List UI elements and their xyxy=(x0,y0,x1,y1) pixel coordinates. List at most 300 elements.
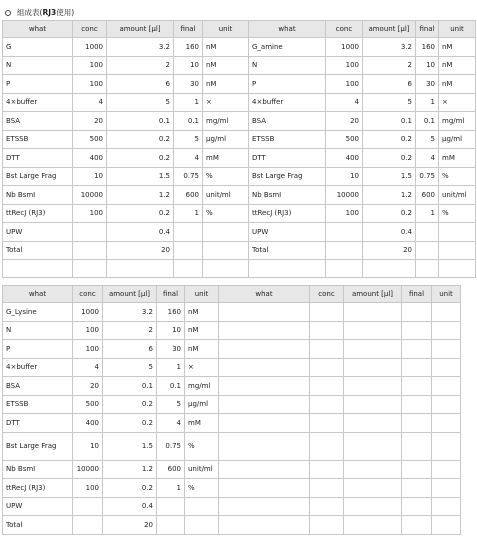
cell-unit: unit/ml xyxy=(203,186,249,205)
cell-what: Nb BsmI xyxy=(3,186,73,205)
cell-conc: 500 xyxy=(73,395,103,414)
empty-cell xyxy=(3,260,73,278)
cell-final: 0.75 xyxy=(416,167,439,186)
empty-cell xyxy=(219,479,310,498)
table-row xyxy=(3,377,461,396)
cell-unit xyxy=(439,223,476,242)
empty-cell xyxy=(432,340,461,359)
cell-amount: 0.4 xyxy=(363,223,416,242)
cell-unit: nM xyxy=(185,303,219,322)
cell-what: UPW xyxy=(3,497,73,516)
cell-what: BSA xyxy=(3,112,73,131)
cell-what: N xyxy=(3,56,73,75)
cell-amount: 0.2 xyxy=(363,204,416,223)
cell-final: 5 xyxy=(157,395,185,414)
cell-final: 10 xyxy=(157,321,185,340)
cell-conc: 500 xyxy=(73,130,107,149)
cell-final xyxy=(416,241,439,260)
table-row xyxy=(3,75,476,94)
empty-cell xyxy=(344,516,402,535)
empty-cell xyxy=(344,432,402,460)
header-row xyxy=(3,286,461,303)
cell-conc xyxy=(73,497,103,516)
table-row xyxy=(3,56,476,75)
cell-conc: 10000 xyxy=(73,186,107,205)
cell-conc: 10000 xyxy=(326,186,363,205)
header-what-4: what xyxy=(219,286,310,303)
empty-cell xyxy=(107,260,174,278)
cell-unit: nM xyxy=(203,56,249,75)
empty-cell xyxy=(219,321,310,340)
cell-unit: nM xyxy=(439,56,476,75)
empty-cell xyxy=(310,395,344,414)
cell-unit: nM xyxy=(185,321,219,340)
cell-amount: 2 xyxy=(363,56,416,75)
empty-cell xyxy=(432,432,461,460)
empty-cell xyxy=(402,432,432,460)
cell-final: 1 xyxy=(416,204,439,223)
cell-conc xyxy=(326,241,363,260)
composition-table-top xyxy=(2,20,476,278)
cell-amount: 6 xyxy=(103,340,157,359)
cell-what: G_Lysine xyxy=(3,303,73,322)
cell-final xyxy=(174,241,203,260)
empty-cell xyxy=(344,497,402,516)
empty-cell xyxy=(310,377,344,396)
table-row xyxy=(3,149,476,168)
empty-cell xyxy=(219,516,310,535)
cell-what: DTT xyxy=(249,149,326,168)
cell-amount: 0.4 xyxy=(107,223,174,242)
table-row xyxy=(3,186,476,205)
cell-what: Total xyxy=(3,516,73,535)
cell-final xyxy=(157,497,185,516)
cell-what: P xyxy=(3,340,73,359)
cell-what: ttRecJ (RJ3) xyxy=(3,479,73,498)
cell-amount: 20 xyxy=(107,241,174,260)
cell-final: 1 xyxy=(416,93,439,112)
cell-amount: 5 xyxy=(363,93,416,112)
empty-cell xyxy=(432,460,461,479)
cell-conc: 1000 xyxy=(73,303,103,322)
cell-unit: mg/ml xyxy=(439,112,476,131)
header-final-1: final xyxy=(174,21,203,38)
cell-what: 4×buffer xyxy=(249,93,326,112)
empty-cell xyxy=(402,414,432,433)
cell-amount: 0.2 xyxy=(107,204,174,223)
cell-final: 0.1 xyxy=(174,112,203,131)
cell-what: N xyxy=(3,321,73,340)
cell-conc: 100 xyxy=(326,75,363,94)
cell-conc: 20 xyxy=(73,112,107,131)
cell-final: 30 xyxy=(174,75,203,94)
cell-amount: 0.2 xyxy=(107,149,174,168)
empty-cell xyxy=(310,340,344,359)
cell-amount: 1.5 xyxy=(103,432,157,460)
cell-amount: 1.2 xyxy=(107,186,174,205)
bullet-icon xyxy=(5,10,11,16)
cell-conc: 100 xyxy=(326,56,363,75)
header-final-3: final xyxy=(157,286,185,303)
cell-conc: 1000 xyxy=(326,38,363,57)
cell-unit: × xyxy=(439,93,476,112)
cell-unit: nM xyxy=(203,75,249,94)
cell-amount: 1.5 xyxy=(107,167,174,186)
cell-final: 600 xyxy=(416,186,439,205)
cell-what: BSA xyxy=(249,112,326,131)
empty-cell xyxy=(416,260,439,278)
empty-cell xyxy=(344,321,402,340)
empty-cell xyxy=(432,414,461,433)
empty-cell xyxy=(310,432,344,460)
cell-conc: 10000 xyxy=(73,460,103,479)
cell-conc xyxy=(326,223,363,242)
cell-what: Total xyxy=(3,241,73,260)
empty-cell xyxy=(402,321,432,340)
empty-cell xyxy=(310,516,344,535)
cell-what: P xyxy=(3,75,73,94)
empty-cell xyxy=(402,395,432,414)
cell-final: 160 xyxy=(157,303,185,322)
header-unit-4: unit xyxy=(432,286,461,303)
empty-cell xyxy=(310,414,344,433)
cell-amount: 3.2 xyxy=(107,38,174,57)
table-row xyxy=(3,303,461,322)
table-row xyxy=(3,93,476,112)
cell-final: 10 xyxy=(416,56,439,75)
cell-conc xyxy=(73,223,107,242)
cell-conc: 100 xyxy=(326,204,363,223)
empty-cell xyxy=(219,460,310,479)
empty-cell xyxy=(344,340,402,359)
header-what-1: what xyxy=(3,21,73,38)
cell-what: ttRecJ (RJ3) xyxy=(3,204,73,223)
cell-what: ETSSB xyxy=(3,130,73,149)
empty-cell xyxy=(402,303,432,322)
cell-unit: nM xyxy=(203,38,249,57)
cell-unit: unit/ml xyxy=(439,186,476,205)
table-row xyxy=(3,112,476,131)
table-row xyxy=(3,241,476,260)
cell-amount: 0.2 xyxy=(103,395,157,414)
cell-final: 1 xyxy=(157,479,185,498)
cell-final: 1 xyxy=(174,93,203,112)
empty-cell xyxy=(363,260,416,278)
cell-amount: 0.2 xyxy=(107,130,174,149)
empty-cell xyxy=(402,479,432,498)
cell-amount: 2 xyxy=(103,321,157,340)
empty-cell xyxy=(344,479,402,498)
empty-cell xyxy=(310,497,344,516)
cell-final: 600 xyxy=(157,460,185,479)
empty-cell xyxy=(402,358,432,377)
empty-cell xyxy=(432,303,461,322)
cell-amount: 2 xyxy=(107,56,174,75)
cell-conc: 500 xyxy=(326,130,363,149)
empty-cell xyxy=(432,358,461,377)
header-row xyxy=(3,21,476,38)
empty-cell xyxy=(344,303,402,322)
cell-conc: 20 xyxy=(326,112,363,131)
header-amount-3: amount [µl] xyxy=(103,286,157,303)
cell-amount: 0.4 xyxy=(103,497,157,516)
cell-conc: 10 xyxy=(73,432,103,460)
cell-what: ttRecJ (RJ3) xyxy=(249,204,326,223)
cell-unit xyxy=(185,497,219,516)
cell-unit: nM xyxy=(439,38,476,57)
empty-cell xyxy=(310,358,344,377)
empty-cell xyxy=(203,260,249,278)
cell-amount: 0.1 xyxy=(103,377,157,396)
header-conc-2: conc xyxy=(326,21,363,38)
cell-what: DTT xyxy=(3,414,73,433)
cell-final: 30 xyxy=(416,75,439,94)
empty-cell xyxy=(219,414,310,433)
table-row xyxy=(3,395,461,414)
cell-amount: 0.2 xyxy=(103,479,157,498)
cell-amount: 20 xyxy=(363,241,416,260)
cell-unit: µg/ml xyxy=(439,130,476,149)
cell-amount: 1.2 xyxy=(363,186,416,205)
cell-conc: 100 xyxy=(73,56,107,75)
table-row xyxy=(3,321,461,340)
empty-cell xyxy=(310,479,344,498)
empty-cell xyxy=(219,432,310,460)
cell-unit: mg/ml xyxy=(185,377,219,396)
cell-unit: unit/ml xyxy=(185,460,219,479)
cell-amount: 0.1 xyxy=(363,112,416,131)
cell-final: 10 xyxy=(174,56,203,75)
cell-unit: µg/ml xyxy=(185,395,219,414)
cell-conc: 20 xyxy=(73,377,103,396)
cell-final: 0.75 xyxy=(174,167,203,186)
cell-amount: 3.2 xyxy=(363,38,416,57)
empty-cell xyxy=(326,260,363,278)
empty-cell xyxy=(402,516,432,535)
cell-what: UPW xyxy=(249,223,326,242)
table-row xyxy=(3,497,461,516)
cell-final xyxy=(416,223,439,242)
empty-cell xyxy=(432,395,461,414)
cell-what: G xyxy=(3,38,73,57)
empty-cell xyxy=(432,479,461,498)
cell-final: 0.1 xyxy=(416,112,439,131)
table-row xyxy=(3,358,461,377)
cell-conc: 1000 xyxy=(73,38,107,57)
cell-final xyxy=(157,516,185,535)
empty-cell xyxy=(344,358,402,377)
cell-conc: 100 xyxy=(73,75,107,94)
empty-cell xyxy=(310,303,344,322)
cell-what: Nb BsmI xyxy=(249,186,326,205)
cell-unit: × xyxy=(203,93,249,112)
cell-final: 30 xyxy=(157,340,185,359)
empty-cell xyxy=(432,321,461,340)
cell-unit: % xyxy=(203,167,249,186)
empty-cell xyxy=(402,377,432,396)
heading-prefix: 組成表( xyxy=(17,8,43,17)
cell-final: 1 xyxy=(174,204,203,223)
table-row xyxy=(3,479,461,498)
cell-unit xyxy=(439,241,476,260)
header-conc-1: conc xyxy=(73,21,107,38)
cell-final: 4 xyxy=(416,149,439,168)
table-row xyxy=(3,516,461,535)
cell-amount: 20 xyxy=(103,516,157,535)
cell-amount: 0.2 xyxy=(103,414,157,433)
cell-amount: 1.2 xyxy=(103,460,157,479)
empty-cell xyxy=(402,497,432,516)
cell-conc xyxy=(73,516,103,535)
empty-cell xyxy=(310,460,344,479)
cell-conc: 100 xyxy=(73,340,103,359)
cell-what: ETSSB xyxy=(3,395,73,414)
cell-final: 4 xyxy=(157,414,185,433)
cell-what: P xyxy=(249,75,326,94)
header-what-3: what xyxy=(3,286,73,303)
table-row xyxy=(3,223,476,242)
empty-cell xyxy=(439,260,476,278)
heading-bold: RJ3 xyxy=(42,8,57,17)
cell-amount: 0.2 xyxy=(363,130,416,149)
empty-cell xyxy=(432,377,461,396)
cell-amount: 5 xyxy=(103,358,157,377)
cell-unit: % xyxy=(185,432,219,460)
empty-cell xyxy=(344,395,402,414)
header-conc-3: conc xyxy=(73,286,103,303)
empty-cell xyxy=(219,377,310,396)
header-conc-4: conc xyxy=(310,286,344,303)
cell-what: Nb BsmI xyxy=(3,460,73,479)
empty-cell xyxy=(402,340,432,359)
cell-what: DTT xyxy=(3,149,73,168)
cell-unit xyxy=(185,516,219,535)
cell-conc: 100 xyxy=(73,321,103,340)
header-amount-2: amount [µl] xyxy=(363,21,416,38)
header-what-2: what xyxy=(249,21,326,38)
cell-final xyxy=(174,223,203,242)
cell-final: 0.1 xyxy=(157,377,185,396)
table-row xyxy=(3,130,476,149)
cell-final: 5 xyxy=(416,130,439,149)
cell-conc: 10 xyxy=(326,167,363,186)
spacer-row xyxy=(3,260,476,278)
cell-final: 160 xyxy=(416,38,439,57)
cell-unit: × xyxy=(185,358,219,377)
cell-what: ETSSB xyxy=(249,130,326,149)
header-unit-3: unit xyxy=(185,286,219,303)
empty-cell xyxy=(73,260,107,278)
empty-cell xyxy=(219,340,310,359)
cell-what: G_amine xyxy=(249,38,326,57)
table-row xyxy=(3,414,461,433)
table-row xyxy=(3,432,461,460)
cell-what: Bst Large Frag xyxy=(3,167,73,186)
table-row xyxy=(3,38,476,57)
empty-cell xyxy=(402,460,432,479)
cell-unit: nM xyxy=(439,75,476,94)
cell-unit: % xyxy=(439,204,476,223)
cell-what: 4×buffer xyxy=(3,358,73,377)
table-row xyxy=(3,204,476,223)
cell-final: 4 xyxy=(174,149,203,168)
cell-final: 1 xyxy=(157,358,185,377)
cell-final: 160 xyxy=(174,38,203,57)
header-unit-2: unit xyxy=(439,21,476,38)
cell-what: UPW xyxy=(3,223,73,242)
header-final-2: final xyxy=(416,21,439,38)
cell-conc: 100 xyxy=(73,479,103,498)
header-amount-4: amount [µl] xyxy=(344,286,402,303)
cell-conc: 400 xyxy=(326,149,363,168)
cell-what: Total xyxy=(249,241,326,260)
cell-what: 4×buffer xyxy=(3,93,73,112)
cell-unit: mM xyxy=(439,149,476,168)
cell-conc: 10 xyxy=(73,167,107,186)
cell-what: Bst Large Frag xyxy=(249,167,326,186)
cell-what: N xyxy=(249,56,326,75)
cell-amount: 1.5 xyxy=(363,167,416,186)
empty-cell xyxy=(344,377,402,396)
cell-amount: 6 xyxy=(363,75,416,94)
empty-cell xyxy=(219,303,310,322)
empty-cell xyxy=(174,260,203,278)
cell-unit: mg/ml xyxy=(203,112,249,131)
cell-conc xyxy=(73,241,107,260)
composition-table-bottom xyxy=(2,285,461,535)
empty-cell xyxy=(219,395,310,414)
cell-amount: 0.1 xyxy=(107,112,174,131)
cell-unit xyxy=(203,223,249,242)
cell-final: 0.75 xyxy=(157,432,185,460)
section-heading xyxy=(4,6,74,20)
cell-conc: 400 xyxy=(73,414,103,433)
cell-what: Bst Large Frag xyxy=(3,432,73,460)
cell-amount: 6 xyxy=(107,75,174,94)
cell-amount: 3.2 xyxy=(103,303,157,322)
cell-unit: nM xyxy=(185,340,219,359)
cell-final: 600 xyxy=(174,186,203,205)
cell-unit: mM xyxy=(203,149,249,168)
empty-cell xyxy=(310,321,344,340)
cell-conc: 400 xyxy=(73,149,107,168)
header-amount-1: amount [µl] xyxy=(107,21,174,38)
table-row xyxy=(3,167,476,186)
empty-cell xyxy=(219,358,310,377)
header-final-4: final xyxy=(402,286,432,303)
cell-final: 5 xyxy=(174,130,203,149)
cell-unit: mM xyxy=(185,414,219,433)
empty-cell xyxy=(432,497,461,516)
cell-conc: 4 xyxy=(73,358,103,377)
heading-suffix: 使用) xyxy=(56,8,75,17)
empty-cell xyxy=(344,460,402,479)
cell-amount: 0.2 xyxy=(363,149,416,168)
cell-unit: % xyxy=(439,167,476,186)
table-row xyxy=(3,340,461,359)
cell-conc: 4 xyxy=(326,93,363,112)
cell-conc: 4 xyxy=(73,93,107,112)
header-unit-1: unit xyxy=(203,21,249,38)
cell-conc: 100 xyxy=(73,204,107,223)
cell-what: BSA xyxy=(3,377,73,396)
empty-cell xyxy=(249,260,326,278)
empty-cell xyxy=(432,516,461,535)
cell-unit xyxy=(203,241,249,260)
cell-unit: µg/ml xyxy=(203,130,249,149)
cell-unit: % xyxy=(185,479,219,498)
table-row xyxy=(3,460,461,479)
